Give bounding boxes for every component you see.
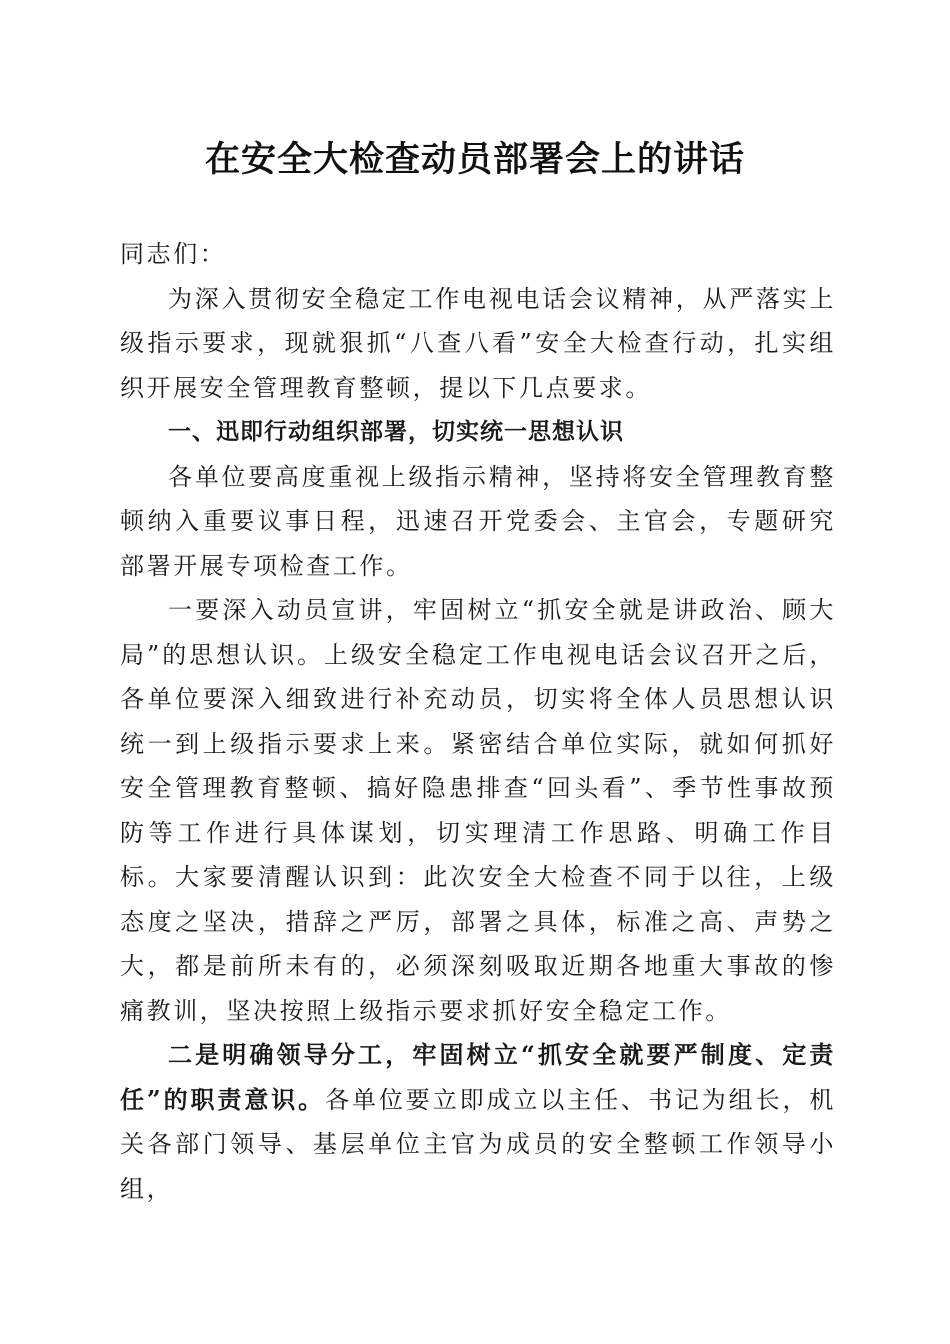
paragraph-lead-sentence: 二是明确领导分工，牢固树立“抓安全就要严制度、定责任”的职责意识。 [120, 1040, 836, 1114]
document-title: 在安全大检查动员部署会上的讲话 [204, 139, 745, 180]
section-paragraph-1: 各单位要高度重视上级指示精神，坚持将安全管理教育整顿纳入重要议事日程，迅速召开党委会、主官会，专题研究部署开展专项检查工作。 [120, 462, 836, 580]
salutation: 同志们： [120, 240, 227, 268]
intro-paragraph: 为深入贯彻安全稳定工作电视电话会议精神，从严落实上级指示要求，现就狠抓“八查八看”安全大检查行动，扎实组织开展安全管理教育整顿，提以下几点要求。 [120, 284, 836, 402]
section-paragraph-3 [120, 1033, 836, 1211]
section-heading: 一、迅即行动组织部署，切实统一思想认识 [168, 419, 624, 445]
section-paragraph-2: 一要深入动员宣讲，牢固树立“抓安全就是讲政治、顾大局”的思想认识。上级安全稳定工作电视电话会议召开之后，各单位要深入细致进行补充动员，切实将全体人员思想认识统一到上级指示要求上来。紧密结合单位实际，就如何抓好安全管理教育整顿、搞好隐患排查“回头看”、季节性事故预防等工作进行具体谋划，切实理清工作思路、明确工作目标。大家要清醒认识到：此次安全大检查不同于以往，上级态度之坚决，措辞之严厉，部署之具体，标准之高、声势之大，都是前所未有的，必须深刻吸取近期各地重大事故的惨痛教训，坚决按照上级指示要求抓好安全稳定工作。 [120, 596, 836, 1025]
document-body [120, 232, 836, 1211]
paragraph-continuation: 各单位要立即成立以主任、书记为组长，机关各部门领导、基层单位主官为成员的安全整顿工作领导小组， [120, 1085, 836, 1203]
